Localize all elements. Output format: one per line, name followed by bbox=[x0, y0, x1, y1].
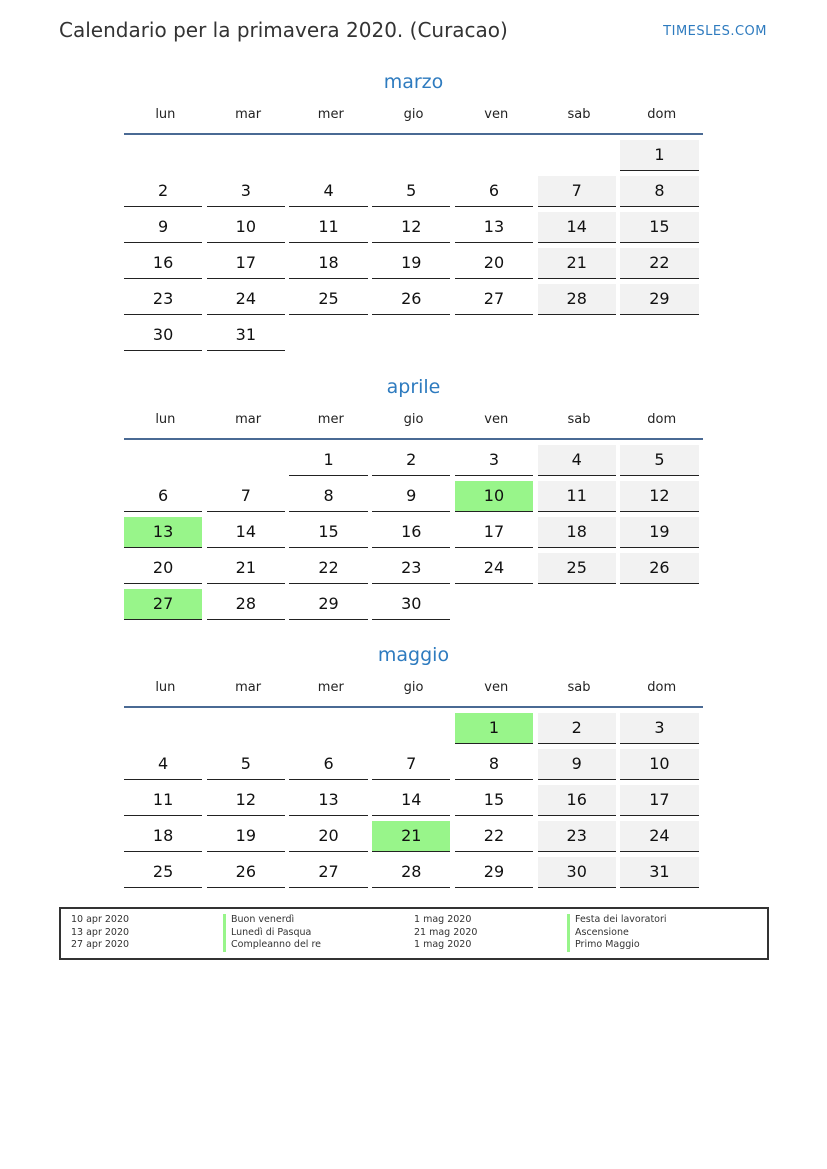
legend-left-names bbox=[223, 914, 321, 952]
legend-holiday-name: Primo Maggio bbox=[567, 939, 667, 952]
day-grid bbox=[124, 708, 703, 893]
month-name: marzo bbox=[383, 71, 444, 93]
holiday-day-cell: 21 bbox=[372, 821, 450, 852]
brand-link[interactable]: TIMESLES.COM bbox=[663, 24, 767, 39]
day-cell: 25 bbox=[124, 857, 202, 888]
legend-date: 21 mag 2020 bbox=[414, 926, 478, 938]
day-cell: 1 bbox=[289, 445, 367, 476]
empty-day-cell bbox=[289, 320, 367, 350]
weekday-label: ven bbox=[484, 107, 509, 122]
day-cell: 27 bbox=[289, 857, 367, 888]
weekend-day-cell: 24 bbox=[620, 821, 698, 852]
weekend-day-cell: 12 bbox=[620, 481, 698, 512]
month-block-april bbox=[124, 373, 703, 625]
day-cell: 6 bbox=[289, 749, 367, 780]
week-row bbox=[124, 445, 703, 481]
day-cell: 29 bbox=[455, 857, 533, 888]
weekend-day-cell: 26 bbox=[620, 553, 698, 584]
empty-day-cell bbox=[372, 140, 450, 170]
weekday-label: mer bbox=[317, 680, 344, 695]
week-row bbox=[124, 284, 703, 320]
holiday-day-cell: 13 bbox=[124, 517, 202, 548]
day-cell: 26 bbox=[372, 284, 450, 315]
day-cell: 6 bbox=[455, 176, 533, 207]
weekend-day-cell: 18 bbox=[538, 517, 616, 548]
weekend-day-cell: 11 bbox=[538, 481, 616, 512]
day-cell: 3 bbox=[207, 176, 285, 207]
weekday-label: mar bbox=[235, 107, 262, 122]
legend-holiday-name: Lunedì di Pasqua bbox=[223, 927, 321, 940]
holiday-legend bbox=[59, 907, 769, 960]
day-cell: 20 bbox=[124, 553, 202, 584]
day-cell: 24 bbox=[207, 284, 285, 315]
day-cell: 16 bbox=[124, 248, 202, 279]
weekday-label: gio bbox=[403, 107, 424, 122]
day-cell: 6 bbox=[124, 481, 202, 512]
weekday-label: sab bbox=[567, 412, 591, 427]
weekday-label: mar bbox=[235, 412, 262, 427]
weekend-day-cell: 21 bbox=[538, 248, 616, 279]
day-cell: 17 bbox=[455, 517, 533, 548]
day-cell: 7 bbox=[207, 481, 285, 512]
day-cell: 30 bbox=[372, 589, 450, 620]
day-cell: 13 bbox=[455, 212, 533, 243]
legend-date: 27 apr 2020 bbox=[71, 939, 130, 951]
holiday-day-cell: 27 bbox=[124, 589, 202, 620]
day-grid bbox=[124, 135, 703, 356]
month-block-march bbox=[124, 68, 703, 356]
week-row bbox=[124, 821, 703, 857]
empty-day-cell bbox=[538, 589, 616, 619]
legend-date: 10 apr 2020 bbox=[71, 914, 130, 925]
weekend-day-cell: 31 bbox=[620, 857, 698, 888]
day-cell: 18 bbox=[289, 248, 367, 279]
weekday-label: dom bbox=[647, 680, 677, 695]
day-cell: 12 bbox=[372, 212, 450, 243]
empty-day-cell bbox=[620, 589, 698, 619]
day-cell: 15 bbox=[455, 785, 533, 816]
day-cell: 11 bbox=[124, 785, 202, 816]
legend-holiday-name: Buon venerdì bbox=[223, 914, 321, 927]
weekday-label: lun bbox=[155, 107, 176, 122]
day-cell: 29 bbox=[289, 589, 367, 620]
legend-holiday-name: Compleanno del re bbox=[223, 939, 321, 952]
empty-day-cell bbox=[455, 320, 533, 350]
legend-date: 1 mag 2020 bbox=[414, 914, 472, 925]
day-cell: 2 bbox=[124, 176, 202, 207]
day-cell: 18 bbox=[124, 821, 202, 852]
weekday-label: lun bbox=[155, 680, 176, 695]
week-row bbox=[124, 212, 703, 248]
weekend-day-cell: 22 bbox=[620, 248, 698, 279]
weekend-day-cell: 29 bbox=[620, 284, 698, 315]
legend-left-dates bbox=[71, 914, 129, 952]
weekday-header bbox=[124, 669, 703, 708]
week-row bbox=[124, 140, 703, 176]
weekend-day-cell: 28 bbox=[538, 284, 616, 315]
legend-right-names bbox=[567, 914, 667, 952]
day-cell: 23 bbox=[124, 284, 202, 315]
weekend-day-cell: 14 bbox=[538, 212, 616, 243]
day-cell: 24 bbox=[455, 553, 533, 584]
month-name: maggio bbox=[377, 644, 450, 666]
weekend-day-cell: 17 bbox=[620, 785, 698, 816]
page-title: Calendario per la primavera 2020. (Curacao) bbox=[59, 18, 508, 42]
empty-day-cell bbox=[289, 713, 367, 743]
day-cell: 15 bbox=[289, 517, 367, 548]
day-cell: 30 bbox=[124, 320, 202, 351]
legend-date: 1 mag 2020 bbox=[414, 939, 472, 951]
week-row bbox=[124, 857, 703, 893]
day-cell: 9 bbox=[372, 481, 450, 512]
empty-day-cell bbox=[124, 713, 202, 743]
day-cell: 2 bbox=[372, 445, 450, 476]
month-name: aprile bbox=[386, 376, 441, 398]
legend-holiday-name: Ascensione bbox=[567, 927, 667, 940]
day-cell: 10 bbox=[207, 212, 285, 243]
empty-day-cell bbox=[620, 320, 698, 350]
day-cell: 21 bbox=[207, 553, 285, 584]
day-cell: 23 bbox=[372, 553, 450, 584]
weekend-day-cell: 4 bbox=[538, 445, 616, 476]
weekend-day-cell: 23 bbox=[538, 821, 616, 852]
day-cell: 20 bbox=[455, 248, 533, 279]
week-row bbox=[124, 553, 703, 589]
day-cell: 28 bbox=[372, 857, 450, 888]
week-row bbox=[124, 481, 703, 517]
day-cell: 13 bbox=[289, 785, 367, 816]
empty-day-cell bbox=[455, 589, 533, 619]
weekday-label: gio bbox=[403, 680, 424, 695]
legend-date: 13 apr 2020 bbox=[71, 926, 130, 938]
day-cell: 25 bbox=[289, 284, 367, 315]
weekday-label: sab bbox=[567, 680, 591, 695]
day-cell: 22 bbox=[455, 821, 533, 852]
empty-day-cell bbox=[538, 320, 616, 350]
weekend-day-cell: 10 bbox=[620, 749, 698, 780]
empty-day-cell bbox=[372, 713, 450, 743]
day-cell: 22 bbox=[289, 553, 367, 584]
weekend-day-cell: 15 bbox=[620, 212, 698, 243]
weekend-day-cell: 25 bbox=[538, 553, 616, 584]
day-cell: 8 bbox=[289, 481, 367, 512]
day-cell: 9 bbox=[124, 212, 202, 243]
day-cell: 4 bbox=[289, 176, 367, 207]
day-cell: 7 bbox=[372, 749, 450, 780]
day-cell: 14 bbox=[207, 517, 285, 548]
weekday-label: sab bbox=[567, 107, 591, 122]
weekend-day-cell: 2 bbox=[538, 713, 616, 744]
day-cell: 16 bbox=[372, 517, 450, 548]
weekend-day-cell: 30 bbox=[538, 857, 616, 888]
week-row bbox=[124, 320, 703, 356]
weekday-header bbox=[124, 96, 703, 135]
empty-day-cell bbox=[124, 140, 202, 170]
day-cell: 5 bbox=[372, 176, 450, 207]
empty-day-cell bbox=[455, 140, 533, 170]
empty-day-cell bbox=[538, 140, 616, 170]
day-cell: 19 bbox=[207, 821, 285, 852]
day-cell: 11 bbox=[289, 212, 367, 243]
week-row bbox=[124, 749, 703, 785]
empty-day-cell bbox=[207, 445, 285, 475]
empty-day-cell bbox=[372, 320, 450, 350]
weekend-day-cell: 7 bbox=[538, 176, 616, 207]
weekend-day-cell: 19 bbox=[620, 517, 698, 548]
empty-day-cell bbox=[207, 140, 285, 170]
day-cell: 4 bbox=[124, 749, 202, 780]
empty-day-cell bbox=[124, 445, 202, 475]
holiday-day-cell: 1 bbox=[455, 713, 533, 744]
weekday-label: dom bbox=[647, 412, 677, 427]
weekend-day-cell: 1 bbox=[620, 140, 698, 171]
weekday-label: gio bbox=[403, 412, 424, 427]
weekday-label: mer bbox=[317, 107, 344, 122]
day-cell: 26 bbox=[207, 857, 285, 888]
weekday-label: lun bbox=[155, 412, 176, 427]
day-cell: 14 bbox=[372, 785, 450, 816]
month-block-may bbox=[124, 641, 703, 893]
weekend-day-cell: 8 bbox=[620, 176, 698, 207]
weekday-label: ven bbox=[484, 680, 509, 695]
week-row bbox=[124, 176, 703, 212]
day-cell: 27 bbox=[455, 284, 533, 315]
weekday-label: ven bbox=[484, 412, 509, 427]
day-cell: 20 bbox=[289, 821, 367, 852]
week-row bbox=[124, 248, 703, 284]
weekday-label: dom bbox=[647, 107, 677, 122]
legend-holiday-name: Festa dei lavoratori bbox=[567, 914, 667, 927]
weekend-day-cell: 16 bbox=[538, 785, 616, 816]
weekday-label: mer bbox=[317, 412, 344, 427]
legend-right-dates bbox=[414, 914, 477, 952]
day-cell: 19 bbox=[372, 248, 450, 279]
day-grid bbox=[124, 440, 703, 625]
day-cell: 28 bbox=[207, 589, 285, 620]
day-cell: 17 bbox=[207, 248, 285, 279]
week-row bbox=[124, 785, 703, 821]
day-cell: 5 bbox=[207, 749, 285, 780]
weekend-day-cell: 5 bbox=[620, 445, 698, 476]
weekday-header bbox=[124, 401, 703, 440]
empty-day-cell bbox=[207, 713, 285, 743]
day-cell: 3 bbox=[455, 445, 533, 476]
weekday-label: mar bbox=[235, 680, 262, 695]
day-cell: 31 bbox=[207, 320, 285, 351]
day-cell: 12 bbox=[207, 785, 285, 816]
empty-day-cell bbox=[289, 140, 367, 170]
day-cell: 8 bbox=[455, 749, 533, 780]
week-row bbox=[124, 713, 703, 749]
holiday-day-cell: 10 bbox=[455, 481, 533, 512]
week-row bbox=[124, 589, 703, 625]
weekend-day-cell: 3 bbox=[620, 713, 698, 744]
weekend-day-cell: 9 bbox=[538, 749, 616, 780]
week-row bbox=[124, 517, 703, 553]
